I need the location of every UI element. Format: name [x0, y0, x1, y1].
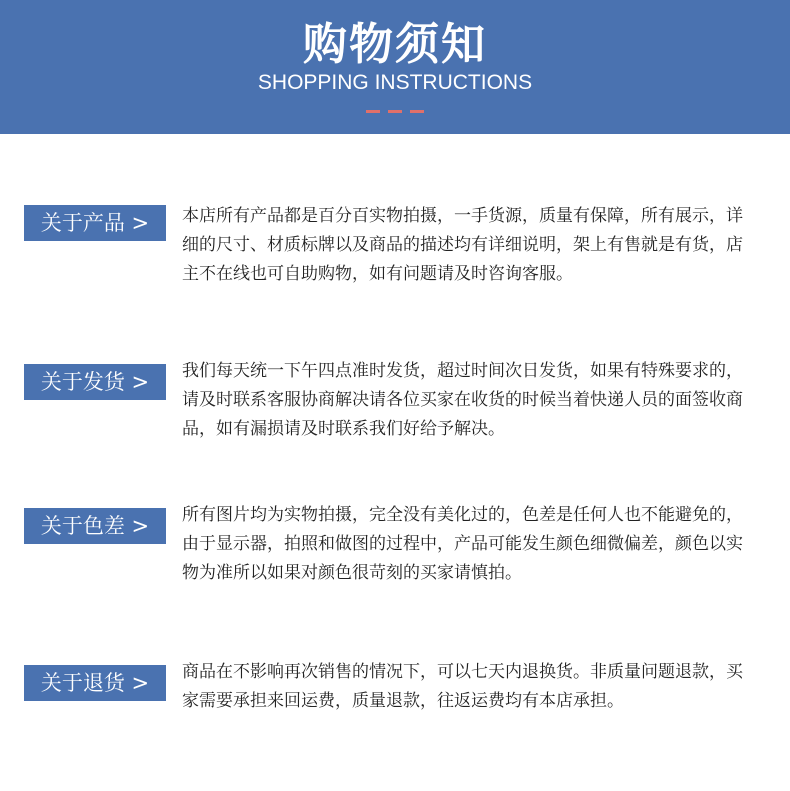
section-label-color-difference: 关于色差 >: [24, 508, 166, 544]
section-label-returns: 关于退货 >: [24, 665, 166, 701]
section-text-color-difference: 所有图片均为实物拍摄，完全没有美化过的，色差是任何人也不能避免的，由于显示器，拍照和做图的过程中，产品可能发生颜色细微偏差，颜色以实物为准所以如果对颜色很苛刻的买家请慎拍。: [182, 505, 743, 583]
section-text-shipping: 我们每天统一下午四点准时发货，超过时间次日发货，如果有特殊要求的，请及时联系客服协商解决请各位买家在收货的时候当着快递人员的面签收商品，如有漏损请及时联系我们好给予解决。: [182, 361, 743, 439]
page-subtitle: SHOPPING INSTRUCTIONS: [257, 71, 533, 94]
section-text-returns: 商品在不影响再次销售的情况下，可以七天内退换货。非质量问题退款，买家需要承担来回运费，质量退款，往返运费均有本店承担。: [182, 662, 743, 711]
dash-line: [410, 110, 424, 113]
header-banner: [0, 0, 790, 134]
dash-line: [366, 110, 380, 113]
page-title: 购物须知: [303, 19, 487, 70]
dash-line: [388, 110, 402, 113]
section-label-product: 关于产品 >: [24, 205, 166, 241]
section-label-shipping: 关于发货 >: [24, 364, 166, 400]
decorative-dashes: [366, 110, 424, 113]
section-text-product: 本店所有产品都是百分百实物拍摄，一手货源，质量有保障，所有展示，详细的尺寸、材质标牌以及商品的描述均有详细说明，架上有售就是有货，店主不在线也可自助购物，如有问题请及时咨询客服。: [182, 206, 743, 284]
